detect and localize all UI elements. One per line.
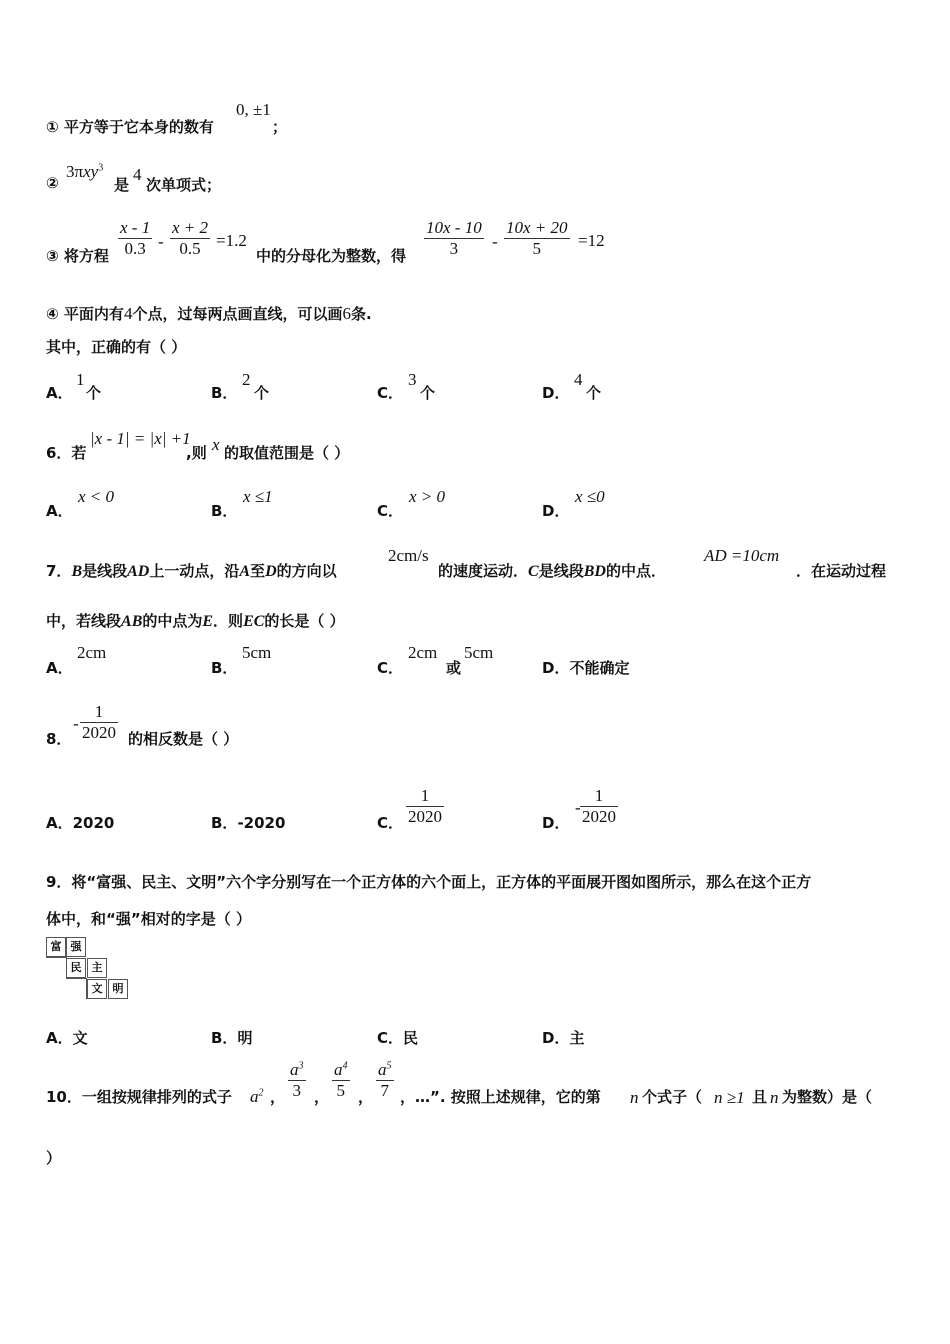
statement-1-text: ① 平方等于它本身的数有 — [46, 118, 214, 136]
q10-and: 且 — [752, 1088, 768, 1106]
option-label: D． — [542, 659, 570, 677]
q5-option-a-suffix: 个 — [86, 384, 102, 402]
q7-t1: 是线段 — [82, 562, 128, 580]
frac-den: 5 — [532, 239, 542, 258]
q8-option-d-fraction — [580, 786, 618, 827]
frac-num: 10x - 10 — [426, 218, 482, 237]
q7-t8: ．在运动过程 — [796, 562, 887, 580]
point-c: C — [528, 563, 539, 580]
term-den: 7 — [380, 1081, 389, 1100]
segment-ad: AD — [127, 563, 150, 580]
q5-option-b[interactable] — [211, 382, 237, 403]
statement-1-math: 0, ±1 — [236, 100, 271, 119]
q10-term-0 — [250, 1087, 264, 1107]
option-label: D． — [542, 384, 570, 402]
cell-wen: 文 — [87, 979, 107, 999]
q7-t7: 的中点． — [605, 562, 666, 580]
frac-den: 2020 — [82, 723, 116, 742]
q5-option-d-value: 4 — [574, 370, 583, 389]
rhs-2: =12 — [578, 231, 605, 250]
statement-3-mid: 中的分母化为整数，得 — [256, 247, 407, 265]
statement-2-degree: 4 — [133, 165, 142, 184]
frac-num: 1 — [80, 702, 118, 723]
q7-t5: 的速度运动． — [438, 562, 529, 580]
q8-option-c-fraction — [406, 786, 444, 827]
statement-2-label: ② — [46, 174, 59, 192]
option-value: 民 — [403, 1029, 419, 1047]
statement-1 — [46, 116, 214, 137]
q5-option-a-value: 1 — [76, 370, 85, 389]
q9-line-1: 9．将“富强、民主、文明”六个字分别写在一个正方体的六个面上，正方体的平面展开图如图所示，那么在这个正方 — [46, 873, 812, 891]
cell-min: 民 — [66, 958, 86, 978]
term-num — [332, 1060, 350, 1081]
q7-number: 7． — [46, 562, 72, 580]
q8-sign: - — [73, 714, 79, 733]
q8-option-b[interactable] — [211, 812, 285, 833]
q8-option-c[interactable]: C． — [377, 814, 404, 832]
q7-line-1 — [46, 560, 337, 581]
q5-option-a[interactable] — [46, 382, 73, 403]
frac-num: x - 1 — [120, 218, 151, 237]
frac-num: 10x + 20 — [506, 218, 568, 237]
term-base: a — [334, 1060, 343, 1079]
option-value: 主 — [569, 1029, 585, 1047]
q7-option-b[interactable]: B． — [211, 659, 238, 677]
point-d: D — [265, 563, 277, 580]
cell-qiang: 强 — [66, 937, 86, 957]
q10-term-3 — [376, 1060, 394, 1101]
q7-option-c-or: 或 — [446, 659, 462, 677]
q7-l2b: 的中点为 — [142, 612, 203, 630]
s4-num-a: 4 — [123, 304, 133, 323]
term-exp: 2 — [258, 1087, 264, 1099]
q5-option-c-value: 3 — [408, 370, 417, 389]
q5-option-b-value: 2 — [242, 370, 251, 389]
option-label: B． — [211, 814, 238, 832]
point-e: E — [202, 613, 214, 630]
q7-t2: 上一动点，沿 — [149, 562, 240, 580]
s4-c: 条. — [350, 305, 372, 323]
q9-option-c[interactable] — [377, 1027, 418, 1048]
q10-sep-3: ， — [358, 1088, 374, 1106]
q5-option-c[interactable] — [377, 382, 403, 403]
q7-option-c-value2: 5cm — [464, 643, 494, 662]
frac-den: 2020 — [582, 807, 616, 826]
q6-var: x — [212, 435, 220, 454]
term-exp: 3 — [298, 1060, 304, 1072]
statement-2-mid: 是 — [114, 176, 130, 194]
q5-option-d-suffix: 个 — [586, 384, 602, 402]
monomial-coef: 3π — [66, 162, 84, 181]
q8-option-a[interactable] — [46, 812, 114, 833]
statement-4 — [46, 303, 372, 324]
q10-number: 10．一组按规律排列的式子 — [46, 1088, 232, 1106]
q7-option-c-value: 2cm — [408, 643, 438, 662]
frac-den: 2020 — [408, 807, 442, 826]
option-label: D． — [542, 1029, 570, 1047]
q7-option-c[interactable]: C． — [377, 659, 404, 677]
q10-mid: 个式子（ — [642, 1088, 703, 1106]
q9-line-2: 体中，和“强”相对的字是（ ） — [46, 910, 251, 928]
term-base: a — [250, 1087, 259, 1106]
frac-num: 1 — [580, 786, 618, 807]
s4-num-b: 6 — [342, 304, 351, 323]
q8-end: 的相反数是（ ） — [128, 730, 239, 748]
q6-option-a[interactable]: A． — [46, 502, 73, 520]
frac-den: 3 — [449, 239, 459, 258]
term-exp: 4 — [342, 1060, 348, 1072]
q6-equation: |x - 1| = |x| +1 — [90, 429, 191, 448]
q10-sep-1: ， — [270, 1088, 286, 1106]
q7-option-a[interactable]: A． — [46, 659, 73, 677]
q7-option-b-value: 5cm — [242, 643, 272, 662]
q10-sep-2: ， — [314, 1088, 330, 1106]
q7-line-2 — [46, 610, 345, 631]
q6-option-d[interactable]: D． — [542, 502, 570, 520]
q8-fraction — [80, 702, 118, 743]
q10-end: 为整数）是（ — [782, 1088, 873, 1106]
q5-option-b-suffix: 个 — [254, 384, 270, 402]
term-den: 5 — [336, 1081, 345, 1100]
s4-b: 个点，过每两点画直线，可以画 — [132, 305, 343, 323]
statement-2-math — [66, 162, 103, 182]
frac-num: x + 2 — [172, 218, 209, 237]
q7-l2c: ．则 — [213, 612, 244, 630]
statement-2-end: 次单项式； — [146, 176, 222, 194]
frac-den: 0.5 — [179, 239, 201, 258]
q10-cond: n ≥1 — [714, 1088, 745, 1107]
option-label: A． — [46, 1029, 73, 1047]
q10-close: ） — [46, 1149, 62, 1167]
term-num — [288, 1060, 306, 1081]
fraction-x-minus-1 — [118, 218, 152, 259]
option-label: C． — [377, 1029, 404, 1047]
segment-bd: BD — [583, 563, 606, 580]
frac-den: 0.3 — [124, 239, 146, 258]
q6-number: 6．若 — [46, 444, 87, 462]
q7-t4: 的方向以 — [276, 562, 337, 580]
q10-n2: n — [770, 1088, 779, 1107]
q7-t3: 至 — [250, 562, 266, 580]
q5-question: 其中，正确的有（ ） — [46, 338, 187, 356]
q6-mid: ,则 — [186, 444, 207, 462]
q8-number: 8． — [46, 730, 72, 748]
fraction-10x-plus-20 — [504, 218, 570, 259]
q7-option-d[interactable] — [542, 657, 629, 678]
q8-option-d[interactable]: D． — [542, 814, 570, 832]
q9-option-b[interactable] — [211, 1027, 252, 1048]
q9-option-d[interactable] — [542, 1027, 584, 1048]
q10-ellipsis: ，…”. 按照上述规律，它的第 — [400, 1088, 601, 1106]
frac-num: 1 — [406, 786, 444, 807]
option-value: 不能确定 — [569, 659, 630, 677]
minus-sign: - — [158, 232, 164, 251]
option-value: 文 — [72, 1029, 88, 1047]
segment-ec: EC — [243, 613, 265, 630]
q6-option-c-value: x > 0 — [409, 487, 446, 506]
cell-zhu: 主 — [87, 958, 107, 978]
option-value: 明 — [237, 1029, 253, 1047]
term-base: a — [290, 1060, 299, 1079]
s4-a: ④ 平面内有 — [46, 305, 124, 323]
term-exp: 5 — [386, 1060, 392, 1072]
monomial-var: xy — [83, 162, 99, 181]
option-label: C． — [377, 384, 404, 402]
q10-term-2 — [332, 1060, 350, 1101]
q6-option-d-value: x ≤0 — [575, 487, 605, 506]
q6-option-c[interactable]: C． — [377, 502, 404, 520]
q7-given: AD =10cm — [704, 546, 780, 565]
segment-ab: AB — [121, 613, 143, 630]
option-label: B． — [211, 384, 238, 402]
monomial-exp: 3 — [98, 162, 104, 174]
q6-option-b[interactable]: B． — [211, 502, 238, 520]
term-base: a — [378, 1060, 387, 1079]
term-den: 3 — [292, 1081, 301, 1100]
q9-option-a[interactable] — [46, 1027, 88, 1048]
point-a: A — [239, 563, 251, 580]
option-label: B． — [211, 1029, 238, 1047]
q8-option-d-sign: - — [575, 798, 581, 817]
cell-ming: 明 — [108, 979, 128, 999]
q6-option-b-value: x ≤1 — [243, 487, 273, 506]
statement-3-label: ③ 将方程 — [46, 247, 109, 265]
fraction-x-plus-2 — [170, 218, 210, 259]
minus-sign-2: - — [492, 232, 498, 251]
q10-n: n — [630, 1088, 639, 1107]
q5-option-c-suffix: 个 — [420, 384, 436, 402]
q10-term-1 — [288, 1060, 306, 1101]
q7-t6: 是线段 — [538, 562, 584, 580]
point-b: B — [71, 563, 83, 580]
q7-speed: 2cm/s — [388, 546, 429, 565]
q7-l2a: 中，若线段 — [46, 612, 122, 630]
fraction-10x-minus-10 — [424, 218, 484, 259]
option-label: A． — [46, 814, 73, 832]
q7-line-1b — [438, 560, 666, 581]
q5-option-d[interactable] — [542, 382, 569, 403]
q6-option-a-value: x < 0 — [78, 487, 115, 506]
statement-1-end: ； — [272, 118, 288, 136]
option-value: 2020 — [72, 814, 115, 832]
q6-end: 的取值范围是（ ） — [224, 444, 350, 462]
term-num — [376, 1060, 394, 1081]
cell-fu: 富 — [46, 937, 66, 957]
q7-option-a-value: 2cm — [77, 643, 107, 662]
q7-l2d: 的长是（ ） — [264, 612, 345, 630]
option-label: A． — [46, 384, 73, 402]
option-value: -2020 — [237, 814, 286, 832]
rhs-1: =1.2 — [216, 231, 247, 250]
